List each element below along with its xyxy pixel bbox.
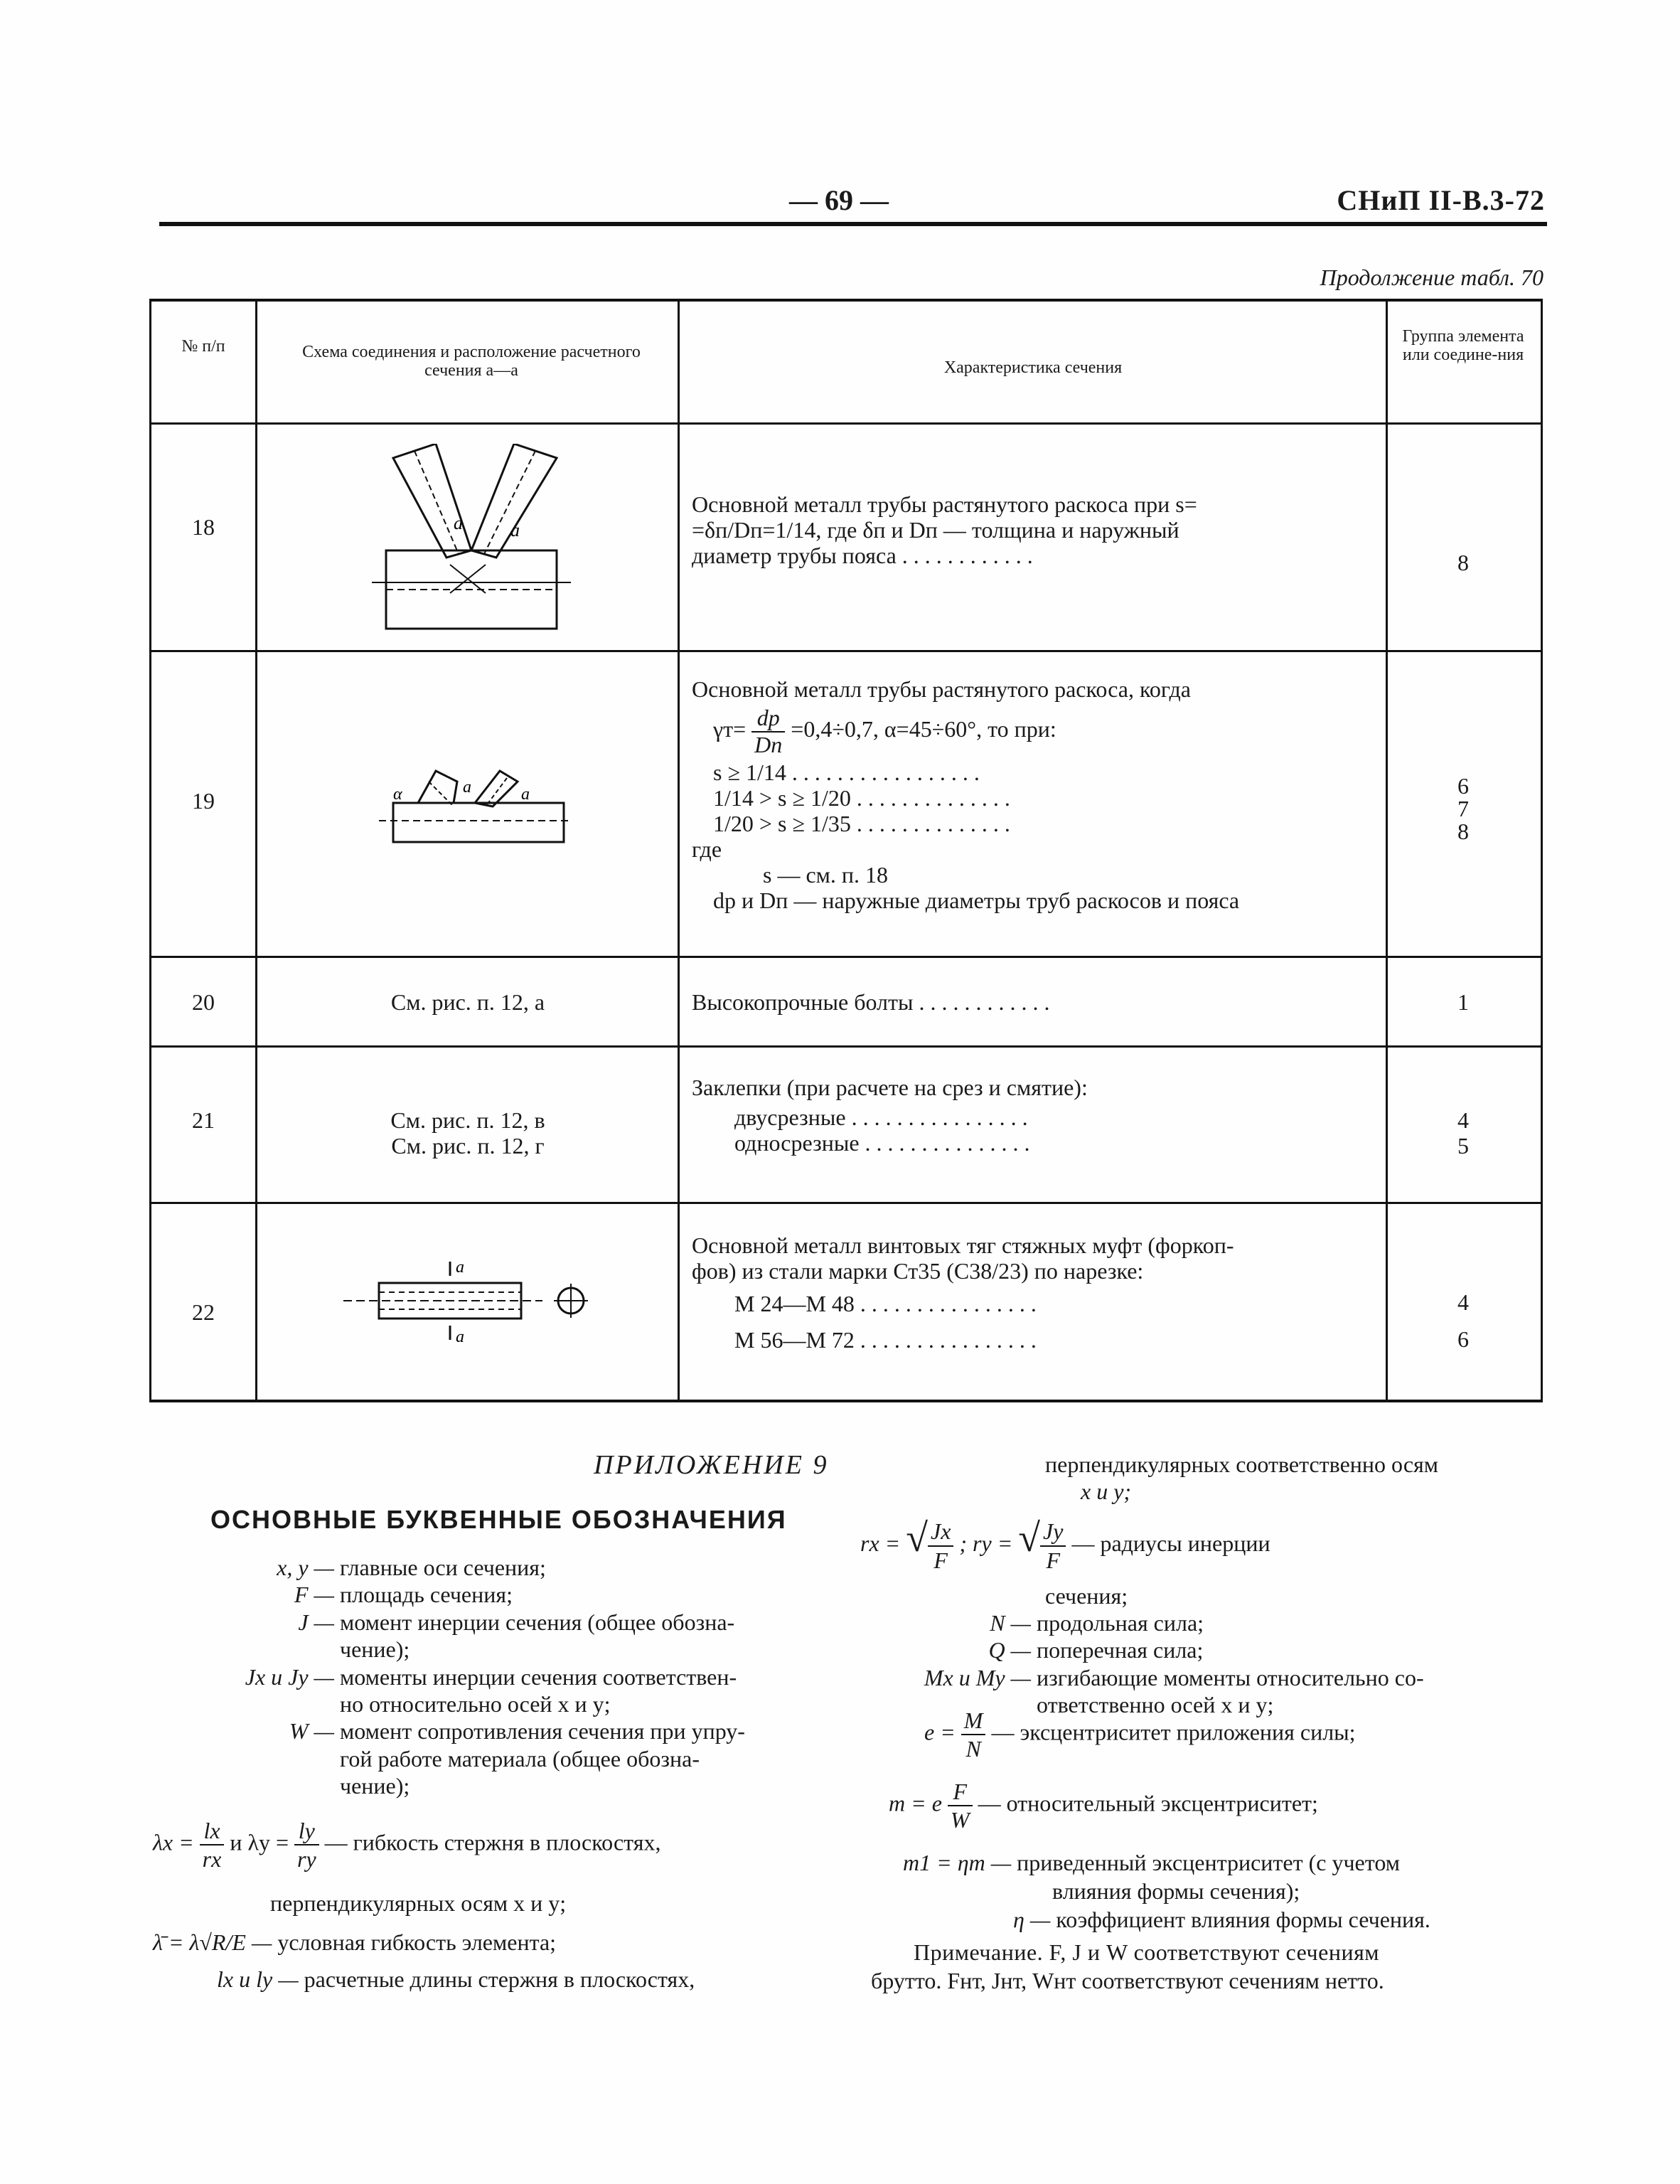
column-divider — [678, 302, 680, 1400]
rod-diagram-row-22 — [343, 1251, 599, 1351]
scheme-label: а — [521, 785, 530, 804]
reduced-eccentricity-definition: m1 = ηm — приведенный эксцентриситет (с учетом — [903, 1850, 1400, 1875]
specification-table — [149, 299, 1543, 1402]
notation-item: чение); — [340, 1636, 410, 1663]
desc-line: Основной металл трубы растянутого раскоса при s= — [692, 491, 1197, 517]
note-line-2: брутто. Fнт, Jнт, Wнт соответствуют сечениям нетто. — [871, 1968, 1384, 1993]
desc-line: 1/14 > s ≥ 1/20 . . . . . . . . . . . . . . — [713, 785, 1010, 811]
header-group: Группа элемента или соедине-ния — [1402, 327, 1524, 365]
row-20-group: 1 — [1457, 989, 1469, 1015]
desc-line: где — [692, 836, 722, 862]
row-divider — [151, 422, 1541, 425]
row-22-groups: 4 6 — [1457, 1289, 1469, 1352]
note-line-1: Примечание. F, J и W соответствуют сечениям — [914, 1939, 1380, 1965]
gamma-formula: γт= $\frac{dp}{Dп}$ =0,4÷0,7, α=45÷60°, то при: — [713, 704, 1056, 757]
header-characteristic: Характеристика сечения — [943, 358, 1123, 377]
scheme-label: а — [510, 520, 520, 540]
notation-item: чение); — [340, 1773, 410, 1799]
row-20-scheme-ref: См. рис. п. 12, а — [390, 989, 545, 1015]
radius-cont: сечения; — [1045, 1583, 1128, 1609]
desc-line: s ≥ 1/14 . . . . . . . . . . . . . . . . . — [713, 760, 980, 786]
row-18-desc — [692, 492, 1374, 568]
notation-right-top: перпендикулярных соответственно осям x и y; — [1045, 1451, 1438, 1505]
row-21-groups: 4 5 — [1457, 1107, 1469, 1158]
header-rule — [159, 222, 1547, 226]
desc-line: s — см. п. 18 — [763, 861, 889, 888]
row-19-num: 19 — [192, 788, 215, 814]
eta-definition: η — коэффициент влияния формы сечения. — [1013, 1907, 1430, 1932]
table-continuation-label: Продолжение табл. 70 — [1320, 265, 1543, 290]
weld-diagram-row-18 — [372, 444, 585, 643]
lambda-bar-definition: λ̄ = λ√R/E — условная гибкость элемента; — [153, 1929, 557, 1955]
row-19-desc — [692, 677, 1374, 913]
notation-item: x, y — главные оси сечения; — [277, 1555, 546, 1580]
page-number: — 69 — — [789, 184, 889, 216]
notation-item: но относительно осей x и y; — [340, 1690, 611, 1717]
row-18-group: 8 — [1457, 550, 1469, 575]
desc-line: dp и Dп — наружные диаметры труб раскосов и пояса — [713, 887, 1240, 913]
notation-item: W — момент сопротивления сечения при упру- — [289, 1718, 745, 1744]
row-22-desc: Основной металл винтовых тяг стяжных муфт (форкоп- фов) из стали марки Ст35 (С38/23) по нарезке: М 24—М 48 . . . . . . . . . . . . . . . . М 56—М 72 . . . . . . . . . . . . . . . . — [692, 1232, 1234, 1353]
eccentricity-definition: e = $\frac{M}{N}$ — эксцентриситет приложения силы; — [924, 1708, 1356, 1762]
header-num: № п/п — [181, 337, 225, 356]
row-22-num: 22 — [192, 1299, 215, 1325]
scheme-label: а — [463, 778, 471, 797]
relative-eccentricity-definition: m = e $\frac{F}{W}$ — относительный эксцентриситет; — [889, 1779, 1318, 1833]
desc-line: 1/20 > s ≥ 1/35 . . . . . . . . . . . . . . — [713, 811, 1010, 837]
row-19-groups: 6 7 8 — [1457, 773, 1469, 844]
notation-item: J — момент инерции сечения (общее обозна- — [298, 1609, 735, 1635]
notation-item: F — площадь сечения; — [294, 1582, 513, 1608]
desc-line: Основной металл трубы растянутого раскоса, когда — [692, 676, 1191, 702]
weld-diagram-row-19 — [379, 757, 578, 856]
row-21-desc: Заклепки (при расчете на срез и смятие): двусрезные . . . . . . . . . . . . . . . . односрезные . . . . . . . . . . . . . . . — [692, 1075, 1088, 1156]
column-divider — [1386, 302, 1388, 1400]
scheme-label: а — [454, 513, 463, 533]
column-divider — [255, 302, 257, 1400]
radius-definition: rx = √ $\frac{Jx}{F}$ ; ry = √ $\frac{Jy}{F}$ — радиусы инерции — [860, 1516, 1270, 1573]
notation-list-left — [192, 1554, 818, 1800]
scheme-label: α — [393, 785, 402, 804]
row-divider — [151, 650, 1541, 652]
row-divider — [151, 1202, 1541, 1204]
lambda-definition: λx = $\frac{lx}{rx}$ и λy = $\frac{ly}{ry}$ — гибкость стержня в плоскостях, — [153, 1818, 661, 1873]
row-divider — [151, 1045, 1541, 1048]
notation-list-right: N — продольная сила; Q — поперечная сила; Mx и My — изгибающие моменты относительно со- ответственно осей x и y; — [924, 1610, 1424, 1718]
row-20-desc: Высокопрочные болты . . . . . . . . . . . . — [692, 989, 1050, 1015]
row-divider — [151, 956, 1541, 958]
desc-line: диаметр трубы пояса . . . . . . . . . . . . — [692, 542, 1033, 568]
length-definition: lx и ly — расчетные длины стержня в плоскостях, — [217, 1966, 695, 1992]
lambda-cont: перпендикулярных осям x и y; — [270, 1890, 567, 1916]
row-21-scheme-ref: См. рис. п. 12, в См. рис. п. 12, г — [390, 1107, 545, 1158]
row-18-num: 18 — [192, 514, 215, 540]
notation-item: гой работе материала (общее обозна- — [340, 1745, 700, 1772]
scheme-label: а — [456, 1328, 464, 1346]
header-scheme: Схема соединения и расположение расчетного сечения а—а — [302, 343, 641, 380]
appendix-title: ПРИЛОЖЕНИЕ 9 — [594, 1450, 829, 1480]
desc-line: =δп/Dп=1/14, где δп и Dп — толщина и наружный — [692, 516, 1179, 543]
appendix-heading: ОСНОВНЫЕ БУКВЕННЫЕ ОБОЗНАЧЕНИЯ — [210, 1505, 787, 1534]
document-code: СНиП II-В.3-72 — [1337, 184, 1545, 216]
notation-item: Jx и Jy — моменты инерции сечения соответствен- — [245, 1663, 737, 1690]
scheme-label: а — [456, 1258, 464, 1277]
row-20-num: 20 — [192, 989, 215, 1015]
reduced-eccentricity-cont: влияния формы сечения); — [1052, 1878, 1300, 1904]
row-21-num: 21 — [192, 1107, 215, 1133]
